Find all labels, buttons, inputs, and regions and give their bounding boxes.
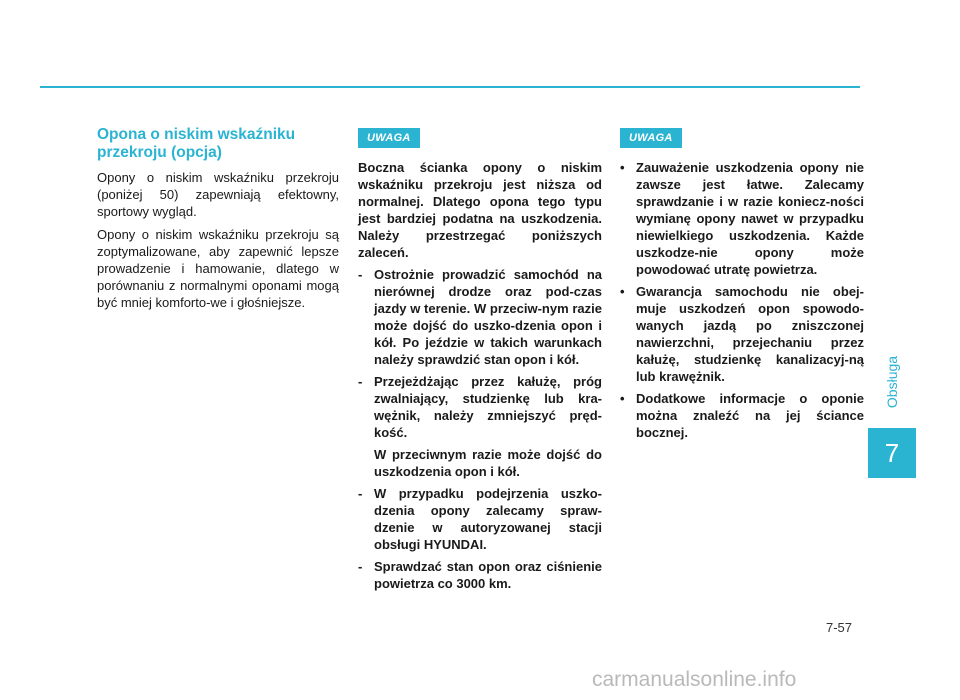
bullet-marker: • bbox=[620, 391, 625, 406]
list-item-text: Gwarancja samochodu nie obej-muje uszkodzeń opon spowodo-wanych jazdą po zniszczonej nawierzchni, przejechaniu przez kałużę, studzienkę kanalizacyj-ną lub krawężnik. bbox=[636, 284, 864, 384]
bullet-marker: • bbox=[620, 160, 625, 175]
list-item bbox=[358, 373, 602, 480]
chapter-label-text: Obsługa bbox=[884, 355, 900, 409]
list-item-text: Zauważenie uszkodzenia opony nie zawsze jest łatwe. Zalecamy sprawdzanie i w razie koniecz-ności wymianę opony nawet w przypadku niewielkiego uszkodzenia. Każde uszkodze-nie opony może powodować utratę powietrza. bbox=[636, 160, 864, 277]
warning-badge: UWAGA bbox=[358, 128, 420, 148]
dash-marker: - bbox=[358, 486, 363, 501]
dash-marker: - bbox=[358, 267, 363, 282]
chapter-tab: 7 bbox=[868, 428, 916, 478]
top-divider bbox=[40, 86, 860, 88]
chapter-label bbox=[868, 340, 916, 424]
list-item-text: Przejeżdżając przez kałużę, próg zwalniający, studzienkę lub kra-wężnik, należy zmniejszyć pręd-kość. bbox=[374, 374, 602, 440]
watermark: carmanualsonline.info bbox=[592, 668, 797, 691]
list-item bbox=[358, 266, 602, 368]
paragraph-1: Opony o niskim wskaźniku przekroju (poniżej 50) zapewniają efektowny, sportowy wygląd. bbox=[97, 170, 339, 219]
page-number: 7-57 bbox=[826, 620, 853, 635]
warning-intro: Boczna ścianka opony o niskim wskaźniku przekroju jest niższa od normalnej. Dlatego opona tego typu jest bardziej podatna na uszkodzenia. Należy przestrzegać poniższych zaleceń. bbox=[358, 160, 602, 260]
dash-marker: - bbox=[358, 559, 363, 574]
paragraph-2: Opony o niskim wskaźniku przekroju są zoptymalizowane, aby zapewnić lepsze prowadzenie i hamowanie, dlatego w porównaniu z normalnymi oponami mogą być mniej komforto-we i głośniejsze. bbox=[97, 227, 339, 310]
list-item bbox=[620, 390, 864, 441]
left-column bbox=[97, 118, 339, 317]
list-item bbox=[358, 558, 602, 592]
section-title: Opona o niskim wskaźniku przekroju (opcja) bbox=[97, 126, 296, 161]
list-item-continuation: W przeciwnym razie może dojść do uszkodzenia opon i kół. bbox=[374, 447, 602, 479]
warning-list bbox=[358, 266, 602, 592]
list-item-text: Sprawdzać stan opon oraz ciśnienie powietrza co 3000 km. bbox=[374, 559, 602, 591]
warning-box-right bbox=[620, 128, 864, 446]
warning-box-middle bbox=[358, 128, 602, 597]
list-item bbox=[620, 159, 864, 278]
list-item bbox=[358, 485, 602, 553]
bullet-marker: • bbox=[620, 284, 625, 299]
list-item bbox=[620, 283, 864, 385]
list-item-text: Dodatkowe informacje o oponie można znaleźć na jej ściance bocznej. bbox=[636, 391, 864, 440]
list-item-text: Ostrożnie prowadzić samochód na nierównej drodze oraz pod-czas jazdy w terenie. W przeciw-nym razie może dojść do uszko-dzenia opon i kół. Po jeździe w takich warunkach należy sprawdzić stan opon i kół. bbox=[374, 267, 602, 367]
warning-badge: UWAGA bbox=[620, 128, 682, 148]
dash-marker: - bbox=[358, 374, 363, 389]
list-item-text: W przypadku podejrzenia uszko-dzenia opony zalecamy spraw-dzenie w autoryzowanej stacji obsługi HYUNDAI. bbox=[374, 486, 602, 552]
warning-list bbox=[620, 159, 864, 441]
